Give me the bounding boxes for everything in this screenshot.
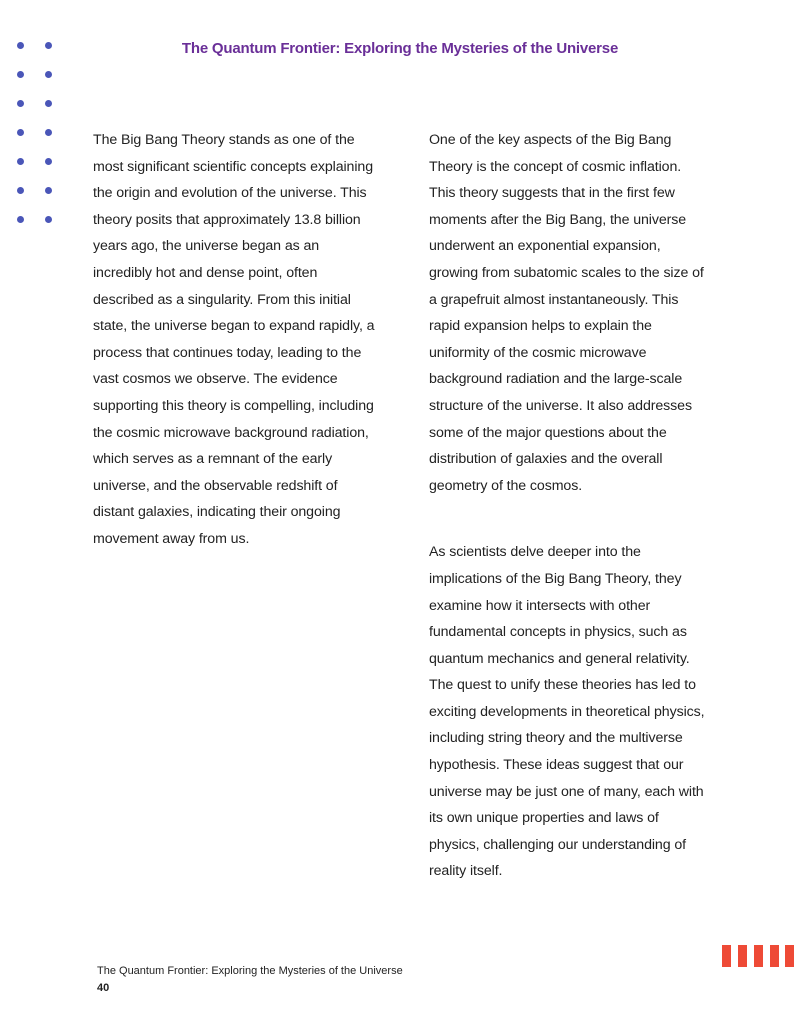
dot-icon: [17, 42, 24, 49]
paragraph: The Big Bang Theory stands as one of the most significant scientific concepts explaining the origin and evolution of the universe. This theory posits that approximately 13.8 billion years ago, the universe began as an incredibly hot and dense point, often described as a singularity. From this initial state, the universe began to expand rapidly, a process that continues today, leading to the vast cosmos we observe. The evidence supporting this theory is compelling, including the cosmic microwave background radiation, which serves as a remnant of the early universe, and the observable redshift of distant galaxies, indicating their ongoing movement away from us.: [93, 132, 375, 547]
dot-icon: [45, 158, 52, 165]
left-text-column: [93, 127, 375, 553]
stripe-icon: [722, 945, 731, 967]
dot-icon: [45, 216, 52, 223]
paragraph: One of the key aspects of the Big Bang Theory is the concept of cosmic inflation. This theory suggests that in the first few moments after the Big Bang, the universe underwent an exponential expansion, growing from subatomic scales to the size of a grapefruit almost instantaneously. This rapid expansion helps to explain the uniformity of the cosmic microwave background radiation and the large-scale structure of the universe. It also addresses some of the major questions about the distribution of galaxies and the overall geometry of the cosmos.: [429, 132, 704, 494]
stripe-icon: [770, 945, 779, 967]
stripe-icon: [785, 945, 794, 967]
dot-icon: [45, 129, 52, 136]
footer-title: The Quantum Frontier: Exploring the Mysteries of the Universe: [97, 965, 403, 977]
dot-icon: [45, 71, 52, 78]
dot-icon: [17, 71, 24, 78]
dot-icon: [17, 187, 24, 194]
paragraph: As scientists delve deeper into the implications of the Big Bang Theory, they examine how it intersects with other fundamental concepts in physics, such as quantum mechanics and general relativity. The quest to unify these theories has led to exciting developments in theoretical physics, including string theory and the multiverse hypothesis. These ideas suggest that our universe may be just one of many, each with its own unique properties and laws of physics, challenging our understanding of reality itself.: [429, 544, 705, 880]
dot-icon: [45, 100, 52, 107]
dot-grid-decoration: [13, 42, 57, 232]
page-number: 40: [97, 982, 110, 994]
dot-icon: [45, 187, 52, 194]
dot-icon: [45, 42, 52, 49]
page-footer: [97, 963, 403, 996]
stripe-icon: [754, 945, 763, 967]
dot-icon: [17, 216, 24, 223]
dot-icon: [17, 129, 24, 136]
stripes-decoration: [722, 945, 794, 967]
dot-icon: [17, 100, 24, 107]
stripe-icon: [738, 945, 747, 967]
right-text-column: [429, 127, 711, 885]
dot-icon: [17, 158, 24, 165]
page-title: The Quantum Frontier: Exploring the Mysteries of the Universe: [181, 40, 619, 57]
